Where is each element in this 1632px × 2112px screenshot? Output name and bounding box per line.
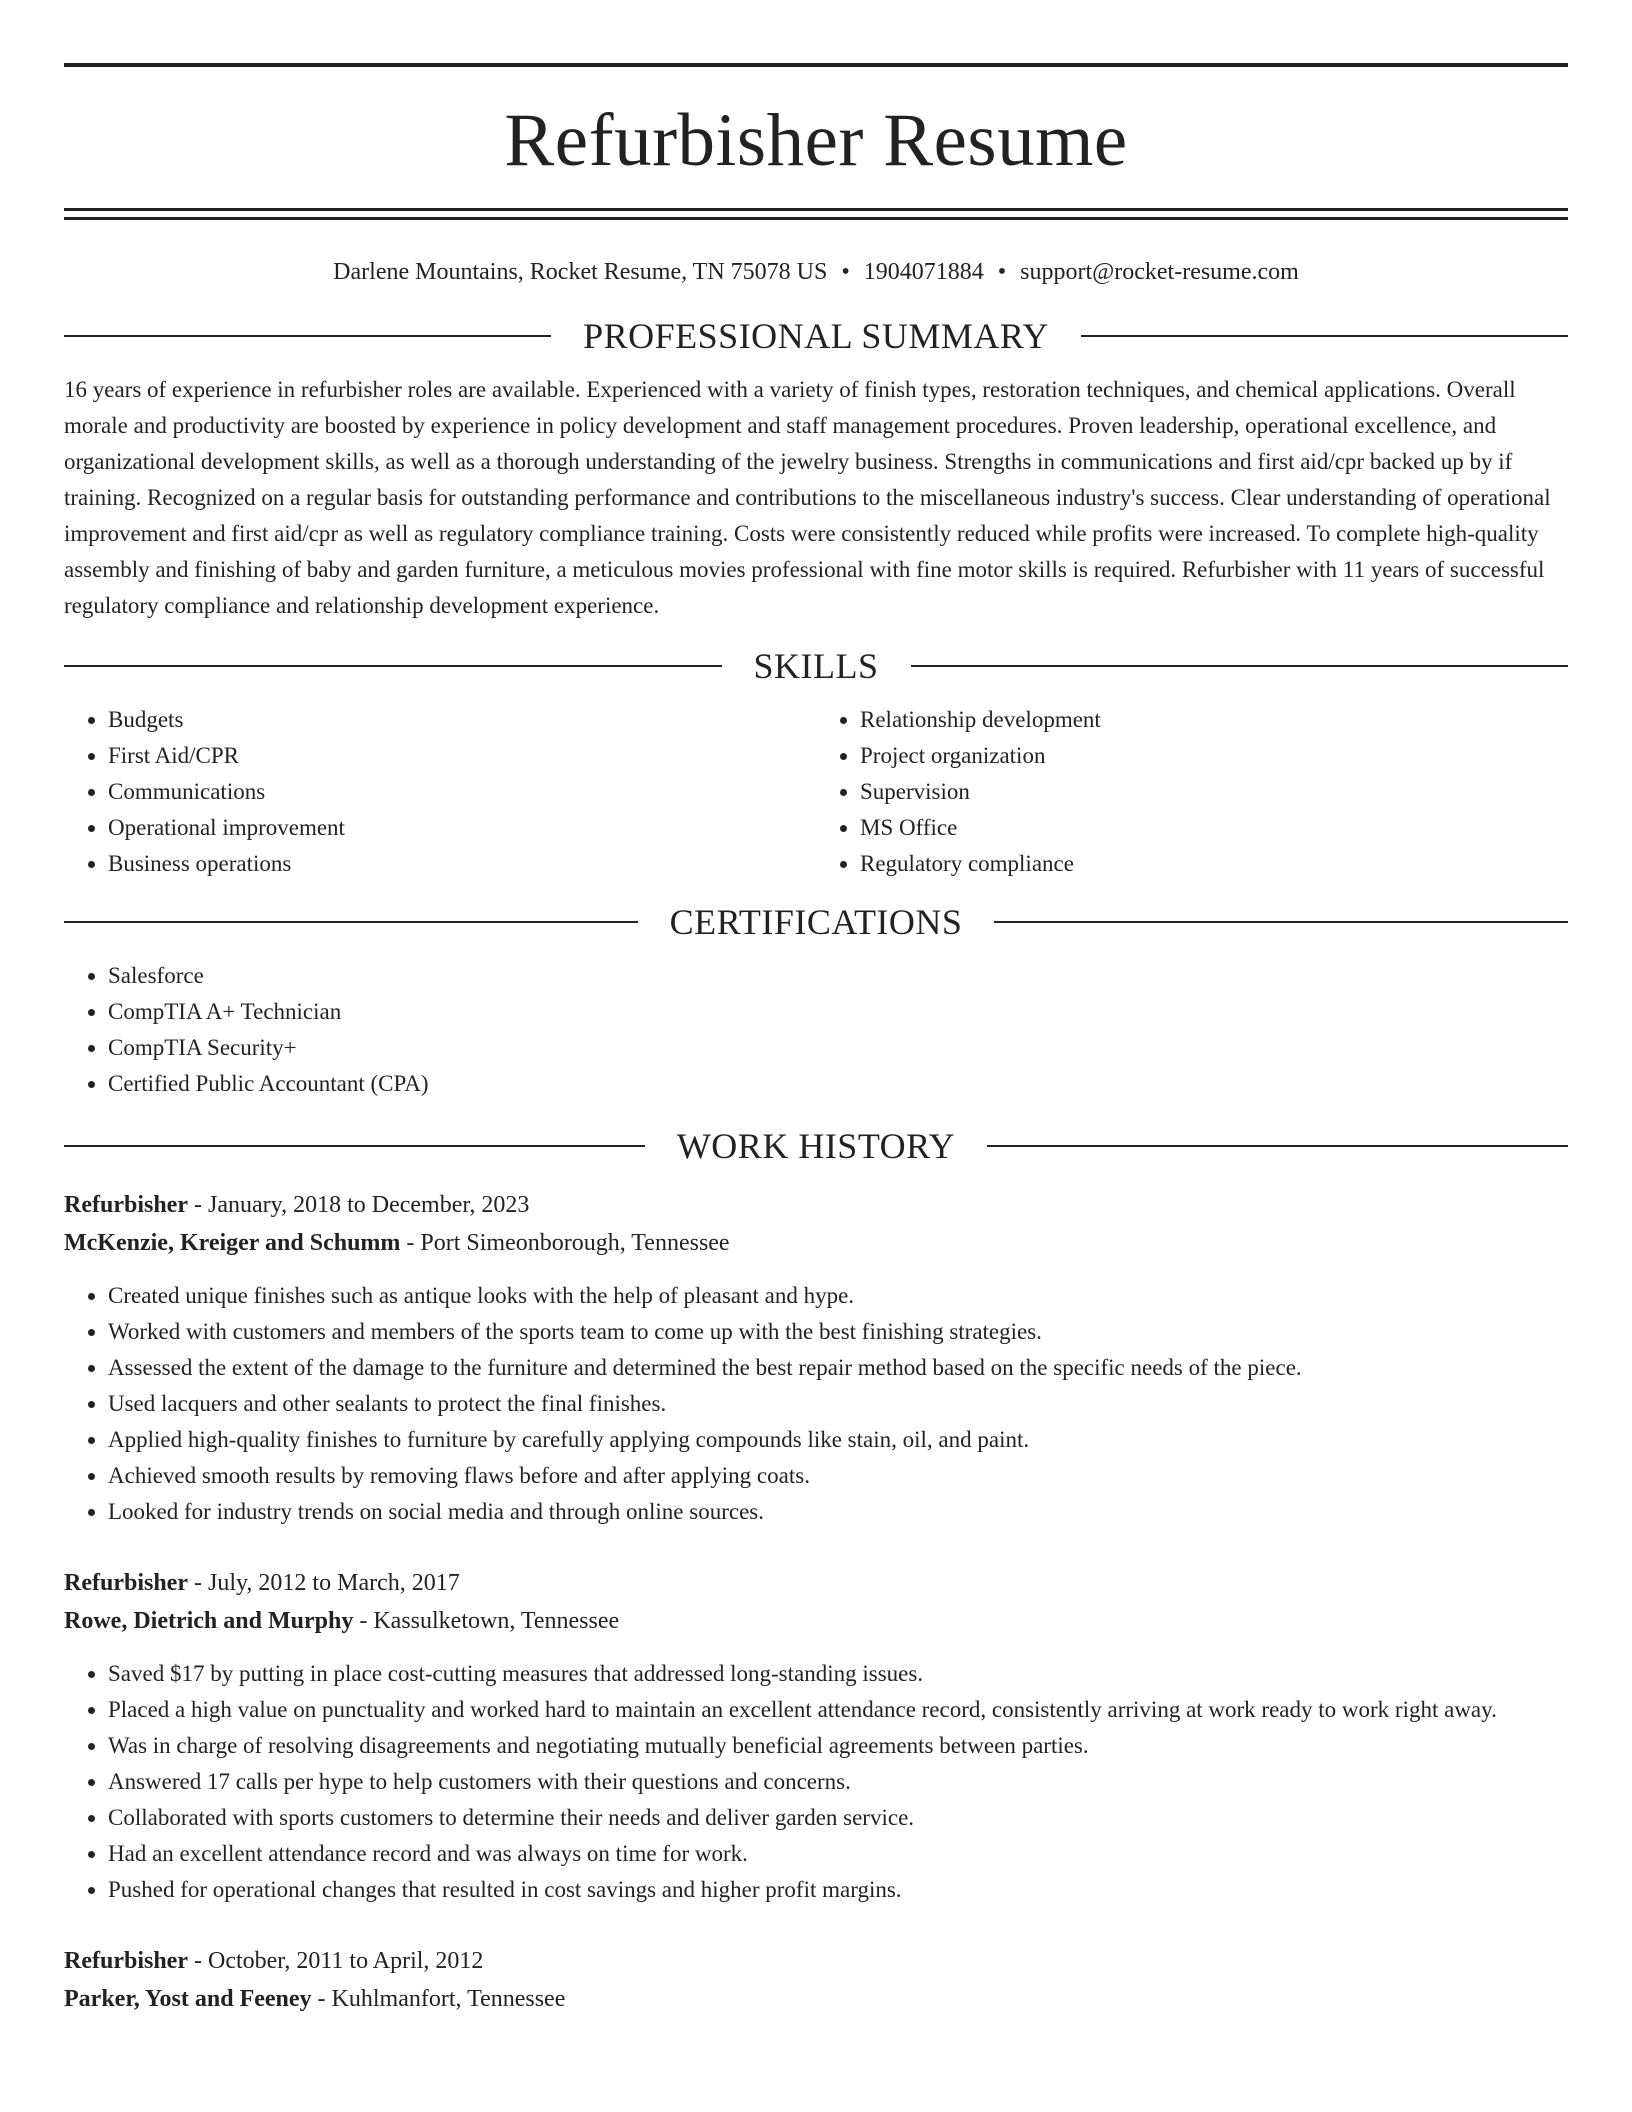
job-company: McKenzie, Kreiger and Schumm: [64, 1230, 401, 1256]
contact-address: Darlene Mountains, Rocket Resume, TN 75078 US: [333, 259, 828, 285]
skill-item: • Project organization: [860, 738, 1568, 774]
resume-page: [64, 0, 1568, 2018]
job-title-line: Refurbisher - October, 2011 to April, 2012: [64, 1948, 484, 1974]
skill-item: • Budgets: [108, 702, 816, 738]
job-bullet: • Had an excellent attendance record and was always on time for work.: [108, 1836, 1568, 1872]
job-bullet: • Used lacquers and other sealants to protect the final finishes.: [108, 1386, 1568, 1422]
certifications-list: [64, 958, 1568, 1102]
job-bullet: • Was in charge of resolving disagreements and negotiating mutually beneficial agreements between parties.: [108, 1728, 1568, 1764]
skills-heading: [64, 644, 1568, 688]
skill-item: • Business operations: [108, 846, 816, 882]
job-bullet: • Assessed the extent of the damage to the furniture and determined the best repair method based on the specific needs of the piece.: [108, 1350, 1568, 1386]
job-company-line: McKenzie, Kreiger and Schumm - Port Simeonborough, Tennessee: [64, 1230, 730, 1256]
job-company: Parker, Yost and Feeney: [64, 1986, 312, 2012]
certification-item: • Salesforce: [108, 958, 1568, 994]
summary-text: 16 years of experience in refurbisher roles are available. Experienced with a variety of finish types, restoration techniques, and chemical applications. Overall morale and productivity are boosted by experience in policy development and staff management procedures. Proven leadership, operational excellence, and organizational development skills, as well as a thorough understanding of the jewelry business. Strengths in communications and first aid/cpr backed up by if training. Recognized on a regular basis for outstanding performance and contributions to the miscellaneous industry's success. Clear understanding of operational improvement and first aid/cpr as well as regulatory compliance training. Costs were consistently reduced while profits were increased. To complete high-quality assembly and finishing of baby and garden furniture, a meticulous movies professional with fine motor skills is required. Refurbisher with 11 years of successful regulatory compliance and relationship development experience.: [64, 377, 1551, 618]
skills-heading-label: SKILLS: [753, 646, 879, 686]
job-bullet: • Pushed for operational changes that resulted in cost savings and higher profit margins.: [108, 1872, 1568, 1908]
job-role: Refurbisher: [64, 1570, 188, 1596]
skill-item: • Regulatory compliance: [860, 846, 1568, 882]
job-location: Port Simeonborough, Tennessee: [420, 1230, 730, 1256]
skill-item: • Operational improvement: [108, 810, 816, 846]
contact-phone: 1904071884: [863, 259, 984, 285]
certifications-heading: [64, 900, 1568, 944]
contact-email: support@rocket-resume.com: [1020, 259, 1299, 285]
job-role: Refurbisher: [64, 1192, 188, 1218]
job-bullet: • Placed a high value on punctuality and worked hard to maintain an excellent attendance record, consistently arriving at work ready to work right away.: [108, 1692, 1568, 1728]
title-double-divider: [64, 208, 1568, 220]
job-entry: [64, 1942, 1568, 2018]
skill-item: • Supervision: [860, 774, 1568, 810]
job-bullet: • Worked with customers and members of the sports team to come up with the best finishing strategies.: [108, 1314, 1568, 1350]
certification-item: • Certified Public Accountant (CPA): [108, 1066, 1568, 1102]
skills-list-left: [64, 702, 816, 882]
skill-item: • Communications: [108, 774, 816, 810]
job-bullet: • Answered 17 calls per hype to help customers with their questions and concerns.: [108, 1764, 1568, 1800]
contact-separator: •: [997, 259, 1007, 285]
job-location: Kassulketown, Tennessee: [373, 1608, 620, 1634]
work-heading-label: WORK HISTORY: [676, 1126, 956, 1166]
job-title-line: Refurbisher - January, 2018 to December, 2023: [64, 1192, 530, 1218]
job-bullet: • Achieved smooth results by removing flaws before and after applying coats.: [108, 1458, 1568, 1494]
job-bullet: • Looked for industry trends on social media and through online sources.: [108, 1494, 1568, 1530]
job-company: Rowe, Dietrich and Murphy: [64, 1608, 354, 1634]
skills-grid: [64, 702, 1568, 882]
top-divider: [64, 63, 1568, 67]
job-bullet: • Created unique finishes such as antique looks with the help of pleasant and hype.: [108, 1278, 1568, 1314]
summary-heading-label: PROFESSIONAL SUMMARY: [583, 316, 1049, 356]
job-dates: January, 2018 to December, 2023: [207, 1192, 530, 1218]
job-bullet: • Applied high-quality finishes to furniture by carefully applying compounds like stain, oil, and paint.: [108, 1422, 1568, 1458]
job-dates: October, 2011 to April, 2012: [207, 1948, 484, 1974]
job-bullet: • Collaborated with sports customers to determine their needs and deliver garden service.: [108, 1800, 1568, 1836]
summary-heading: [64, 314, 1568, 358]
job-entry: [64, 1186, 1568, 1530]
job-bullets: [64, 1656, 1568, 1908]
job-bullets: [64, 1278, 1568, 1530]
skill-item: • First Aid/CPR: [108, 738, 816, 774]
certification-item: • CompTIA A+ Technician: [108, 994, 1568, 1030]
job-bullet: • Saved $17 by putting in place cost-cutting measures that addressed long-standing issues.: [108, 1656, 1568, 1692]
work-heading: [64, 1124, 1568, 1168]
contact-line: [64, 256, 1568, 288]
skills-list-right: [816, 702, 1568, 882]
skill-item: • Relationship development: [860, 702, 1568, 738]
skill-item: • MS Office: [860, 810, 1568, 846]
job-location: Kuhlmanfort, Tennessee: [331, 1986, 566, 2012]
certifications-heading-label: CERTIFICATIONS: [669, 902, 963, 942]
job-company-line: Parker, Yost and Feeney - Kuhlmanfort, Tennessee: [64, 1986, 566, 2012]
job-dates: July, 2012 to March, 2017: [207, 1570, 460, 1596]
job-entry: [64, 1564, 1568, 1908]
contact-separator: •: [841, 259, 850, 285]
job-role: Refurbisher: [64, 1948, 188, 1974]
certification-item: • CompTIA Security+: [108, 1030, 1568, 1066]
job-company-line: Rowe, Dietrich and Murphy - Kassulketown, Tennessee: [64, 1608, 620, 1634]
job-title-line: Refurbisher - July, 2012 to March, 2017: [64, 1570, 460, 1596]
page-title: Refurbisher Resume: [504, 99, 1128, 182]
